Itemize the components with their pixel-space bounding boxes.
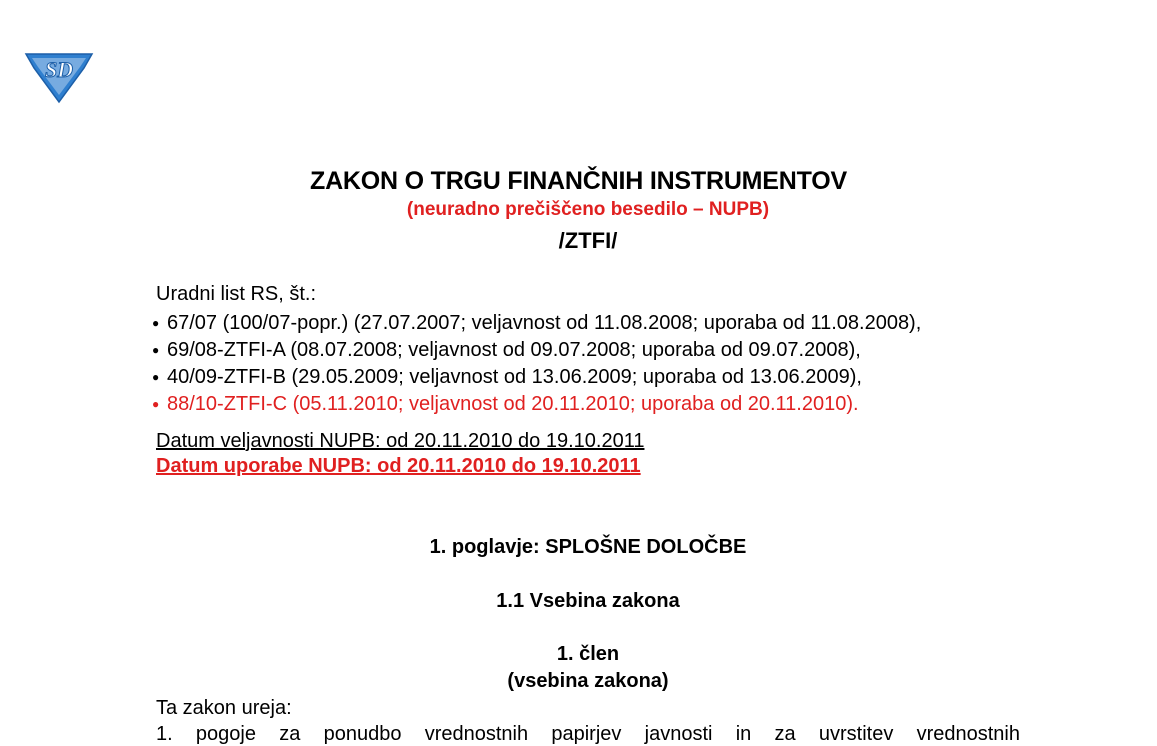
document-title: ZAKON O TRGU FINANČNIH INSTRUMENTOV <box>310 167 847 195</box>
gazette-label: Uradni list RS, št.: <box>156 283 317 305</box>
document-subtitle: (neuradno prečiščeno besedilo – NUPB) <box>406 199 770 220</box>
gazette-item: ● 88/10-ZTFI-C (05.11.2010; veljavnost od 20.11.2010; uporaba od 20.11.2010). <box>152 391 921 418</box>
article-subheading: (vsebina zakona) <box>507 670 669 692</box>
article-heading: 1. člen <box>556 643 620 665</box>
bullet-icon: ● <box>152 397 160 411</box>
logo-text: SD <box>44 57 74 82</box>
gazette-item: ● 40/09-ZTFI-B (29.05.2009; veljavnost od 13.06.2009; uporaba od 13.06.2009), <box>152 364 921 391</box>
shield-logo-icon <box>22 48 96 104</box>
body-intro: Ta zakon ureja: <box>156 697 292 719</box>
gazette-list <box>152 310 921 418</box>
bullet-icon: ● <box>152 370 160 384</box>
gazette-item: ● 67/07 (100/07-popr.) (27.07.2007; veljavnost od 11.08.2008; uporaba od 11.08.2008), <box>152 310 921 337</box>
chapter-heading: 1. poglavje: SPLOŠNE DOLOČBE <box>429 536 747 558</box>
bullet-icon: ● <box>152 343 160 357</box>
validity-date: Datum veljavnosti NUPB: od 20.11.2010 do 19.10.2011 <box>156 430 645 452</box>
bullet-icon: ● <box>152 316 160 330</box>
document-abbreviation: /ZTFI/ <box>558 228 618 253</box>
body-item-1: 1. pogoje za ponudbo vrednostnih papirjev javnosti in za uvrstitev vrednostnih <box>156 723 1020 745</box>
usage-date: Datum uporabe NUPB: od 20.11.2010 do 19.10.2011 <box>156 455 641 477</box>
gazette-item: ● 69/08-ZTFI-A (08.07.2008; veljavnost od 09.07.2008; uporaba od 09.07.2008), <box>152 337 921 364</box>
section-heading: 1.1 Vsebina zakona <box>496 590 680 612</box>
